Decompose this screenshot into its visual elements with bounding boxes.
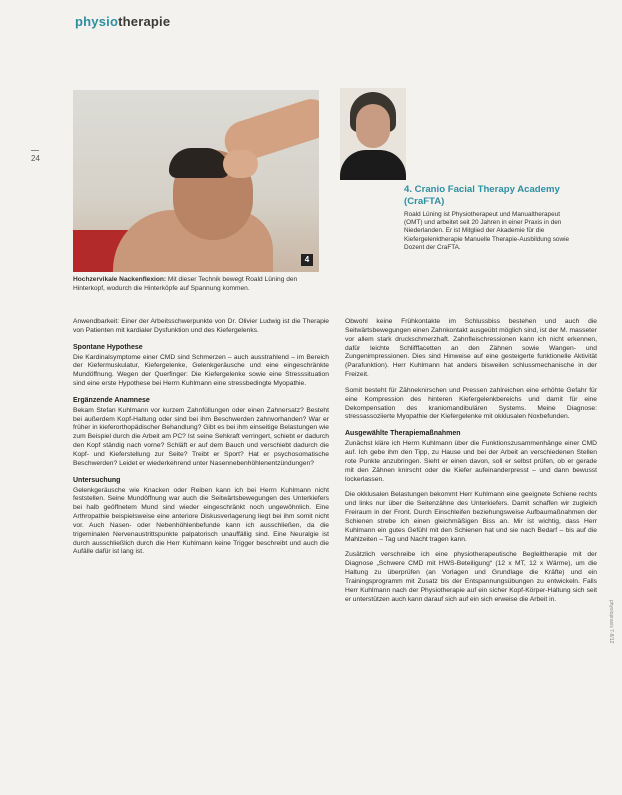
left-column: [73, 318, 329, 564]
paragraph-befund: Obwohl keine Frühkontakte im Schlussbiss bestehen und auch die Seitwärtsbewegungen einen Zahnkontakt ausgeübt möglich sind, ist der M. masseter vor allem stark druckschmerzhaft. Zahnfleischressionen kann ich nicht erkennen, dafür leichte Schlifffacetten an den Zähnen sowie Wangen- und Zungenimpressionen. Dies sind Hinweise auf eine gesteigerte funktionelle Aktivität (Parafunktion). Herr Kuhlmann hat anders bisweilen schlussmechanische in der Freizeit.: [345, 318, 597, 379]
masthead-part1: physio: [75, 14, 119, 29]
photo-therapist-hand: [223, 150, 258, 178]
paragraph-diagnose: Somit besteht für Zähneknirschen und Pressen zahlreichen eine erhöhte Gefahr für eine Kompression des hinteren Kiefergelenkbereichs und damit für eine Dekompensation des kraniomandibulären Systems. Meine Diagnose: stressassoziierte Myopathie der Kiefergelenke mit okklusalen Noxbefunden.: [345, 386, 597, 421]
paragraph-aufklaerung: Zunächst kläre ich Herrn Kuhlmann über die Funktionszusammenhänge einer CMD auf. Ich gebe ihm den Tipp, zu Hause und bei der Arbeit an verschiedenen Stellen rote Punkte anzubringen. Sieht er einen davon, soll er selbst prüfen, ob er gerade mit den Zähnen knirscht oder die Kiefer aufeinanderpresst – und dann bewusst lockerlassen.: [345, 440, 597, 483]
caption-text: Mit dieser Technik bewegt Roald Lüning den Hinterkopf, wodurch die Hinterköpfe auf Spannung kommen.: [73, 276, 298, 292]
heading-ergaenzende-anamnese: Ergänzende Anamnese: [73, 396, 150, 404]
masthead: [75, 14, 170, 29]
masthead-part2: therapie: [118, 14, 171, 29]
paragraph-schiene: Die okklusalen Belastungen bekommt Herr Kuhlmann eine geeignete Schiene rechts und links nur über die Seitenzähne des Unterkiefers. Damit schaffen wir zugleich Freiraum in der Front. Durch Einschleifen beziehungsweise Aufbaumaßnahmen der Schienen strebe ich einen gleichmäßigen Biss an. Mir ist wichtig, dass Herr Kuhlmann ein gutes Gefühl mit den Schienen hat und sie nach Bedarf – bis auf die Mahlzeiten – Tag und Nacht tragen kann.: [345, 491, 597, 543]
portrait-shirt: [340, 150, 406, 180]
heading-spontane-hypothese: Spontane Hypothese: [73, 343, 143, 351]
figure-number-badge: 4: [301, 254, 313, 266]
author-portrait: [340, 88, 406, 180]
page-number: 24: [31, 154, 40, 163]
heading-untersuchung: Untersuchung: [73, 476, 121, 484]
margin-note: physiopraxis 7-8/12: [608, 600, 614, 644]
caption-bold: Hochzervikale Nackenflexion:: [73, 276, 167, 283]
sidebar-heading: 4. Cranio Facial Therapy Academy (CraFTA): [404, 184, 560, 207]
paragraph-untersuchung: Gelenkgeräusche wie Knacken oder Reiben kann ich bei Herrn Kuhlmann nicht feststellen. Seine Mundöffnung war auch die Seitwärtsbewegungen des Unterkiefers bei halb geöffnetem Mund sind wieder eingeschränkt noch ungewöhnlich. Eine Arthropathie beispielsweise eine anteriore Diskusverlagerung liegt bei ihm somit nicht vor. Auch Nasen- oder Nebenhöhlenbefunde kann ich ausschließen, da die trigeminalen Nervenaustrittspunkte palpatorisch unauffällig sind. Eine Neuralgie ist durch ausschließlich durch die Herr Kuhlmann keine Trigger beschreibt und auch die Aufälle dafür ist lang ist.: [73, 486, 329, 556]
page-number-rule: [31, 150, 39, 151]
portrait-face: [356, 104, 390, 148]
photo-hair: [169, 148, 229, 178]
sidebar-bio: Roald Lüning ist Physiotherapeut und Manualtherapeut (OMT) und arbeitet seit 20 Jahren in einer Praxis in den Niederlanden. Er ist Mitglied der Akademie für die Kiefergelenktherapie Manuelle Therapie-Ausbildung sowie Dozent der CraFTA.: [404, 211, 570, 251]
photo-caption: [73, 276, 323, 293]
paragraph-begleittherapie: Zusätzlich verschreibe ich eine physiotherapeutische Begleittherapie mit der Diagnose „Schwere CMD mit HWS-Beteiligung“ (12 x MT, 12 x Wärme), um die Haltung zu überprüfen (an Vorlagen und Grundlage die Kräfte) und ein Trainingsprogramm mit Zusatz bis der Entspannungsübungen zu entwickeln. Falls Herr Kuhlmann nach der Physiotherapie auf ein sicher Kopf-Körper-Haltung sich seit er unterstützen auch kann darauf sich auf ein sich erweise die Arbeit in.: [345, 551, 597, 603]
paragraph-anamnese: Bekam Stefan Kuhlmann vor kurzem Zahnfüllungen oder einen Zahnersatz? Besteht bei außerdem Kopf-Haltung oder sind bei ihm Beschwerden zahnvorhanden? War er früher in kieferorthopädischer Behandlung? Gibt es bei ihm einseitige Belastungen wie zum Beispiel durch die Arbeit am PC? Ist seine Sehkraft verringert, schiebt er dadurch den Kopf ständig nach vorne? Schläft er auf dem Bauch und verschiebt dadurch die Kopf- und Kieferstellung zur Seite? Treibt er Sport? Hat er psychosomatische Beschwerden? Leidet er wiederkehrend unter Nasennebenhöhlenentzündungen?: [73, 406, 329, 467]
treatment-photo: [73, 90, 319, 272]
paragraph-hypothese: Die Kardinalsymptome einer CMD sind Schmerzen – auch ausstrahlend – im Bereich der Kiefermuskulatur, Kiefergelenke, Gelenkgeräusche und eine eingeschränkte Mundöffnung. Wegen der Querfinger: Die Kiefergelenke sowie eine Stresssituation sind eine erste Hypothese bei Herrn Kuhlmann eine stressbedingte Myopathie.: [73, 353, 329, 388]
right-column: [345, 318, 597, 611]
intro-paragraph: Anwendbarkeit: Einer der Arbeitsschwerpunkte von Dr. Olivier Ludwig ist die Therapie von Patienten mit kardialer Dysfunktion und des Kiefergelenks.: [73, 318, 329, 334]
heading-therapiemassnahmen: Ausgewählte Therapiemaßnahmen: [345, 430, 461, 438]
